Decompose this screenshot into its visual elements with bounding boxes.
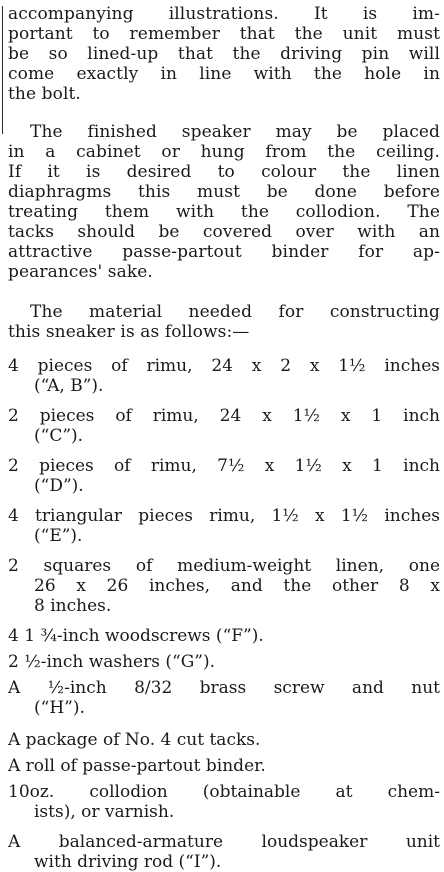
text-line: 4 pieces of rimu, 24 x 2 x 1½ inches — [8, 356, 440, 376]
text-line: A balanced-armature loudspeaker unit — [8, 832, 440, 852]
text-line: 4 triangular pieces rimu, 1½ x 1½ inches — [8, 506, 440, 526]
text-line: A roll of passe-partout binder. — [8, 756, 266, 776]
list-item — [8, 832, 440, 872]
text-line: in a cabinet or hung from the ceiling. — [8, 142, 440, 162]
text-line: attractive passe-partout binder for ap- — [8, 242, 440, 262]
text-line: portant to remember that the unit must — [8, 24, 440, 44]
text-line: 2 pieces of rimu, 7½ x 1½ x 1 inch — [8, 456, 440, 476]
list-item — [8, 782, 440, 822]
list-item — [8, 406, 440, 446]
paragraph-alignment-note — [8, 4, 440, 104]
text-line: be so lined-up that the driving pin will — [8, 44, 440, 64]
paragraph-materials-intro — [8, 302, 440, 342]
list-item — [8, 730, 440, 750]
text-line: A package of No. 4 cut tacks. — [8, 730, 261, 750]
text-line: the bolt. — [8, 84, 81, 104]
text-line: ists), or varnish. — [34, 802, 175, 822]
text-line: pearances' sake. — [8, 262, 153, 282]
text-line: 10oz. collodion (obtainable at chem- — [8, 782, 440, 802]
text-line: 2 pieces of rimu, 24 x 1½ x 1 inch — [8, 406, 440, 426]
text-line: (“H”). — [34, 698, 85, 718]
text-line: 26 x 26 inches, and the other 8 x — [34, 576, 440, 596]
text-line: The finished speaker may be placed — [30, 122, 440, 142]
text-line: treating them with the collodion. The — [8, 202, 440, 222]
text-line: (“C”). — [34, 426, 84, 446]
text-line: The material needed for constructing — [30, 302, 440, 322]
text-line: A ½-inch 8/32 brass screw and nut — [8, 678, 440, 698]
text-line: 8 inches. — [34, 596, 112, 616]
list-item — [8, 556, 440, 616]
list-item — [8, 652, 440, 672]
list-item — [8, 456, 440, 496]
text-line: come exactly in line with the hole in — [8, 64, 440, 84]
text-line: diaphragms this must be done before — [8, 182, 440, 202]
text-line: 4 1 ¾-inch woodscrews (“F”). — [8, 626, 264, 646]
text-line: 2 ½-inch washers (“G”). — [8, 652, 216, 672]
list-item — [8, 506, 440, 546]
text-line: 2 squares of medium-weight linen, one — [8, 556, 440, 576]
text-line: If it is desired to colour the linen — [8, 162, 440, 182]
paragraph-finishing — [8, 122, 440, 282]
text-line: tacks should be covered over with an — [8, 222, 440, 242]
text-line: (“E”). — [34, 526, 83, 546]
list-item — [8, 678, 440, 718]
list-item — [8, 756, 440, 776]
column-rule — [2, 6, 3, 134]
text-line: (“D”). — [34, 476, 84, 496]
text-line: (“A, B”). — [34, 376, 104, 396]
text-line: with driving rod (“I”). — [34, 852, 222, 872]
text-line: accompanying illustrations. It is im- — [8, 4, 440, 24]
text-line: this sneaker is as follows:— — [8, 322, 250, 342]
list-item — [8, 356, 440, 396]
list-item — [8, 626, 440, 646]
